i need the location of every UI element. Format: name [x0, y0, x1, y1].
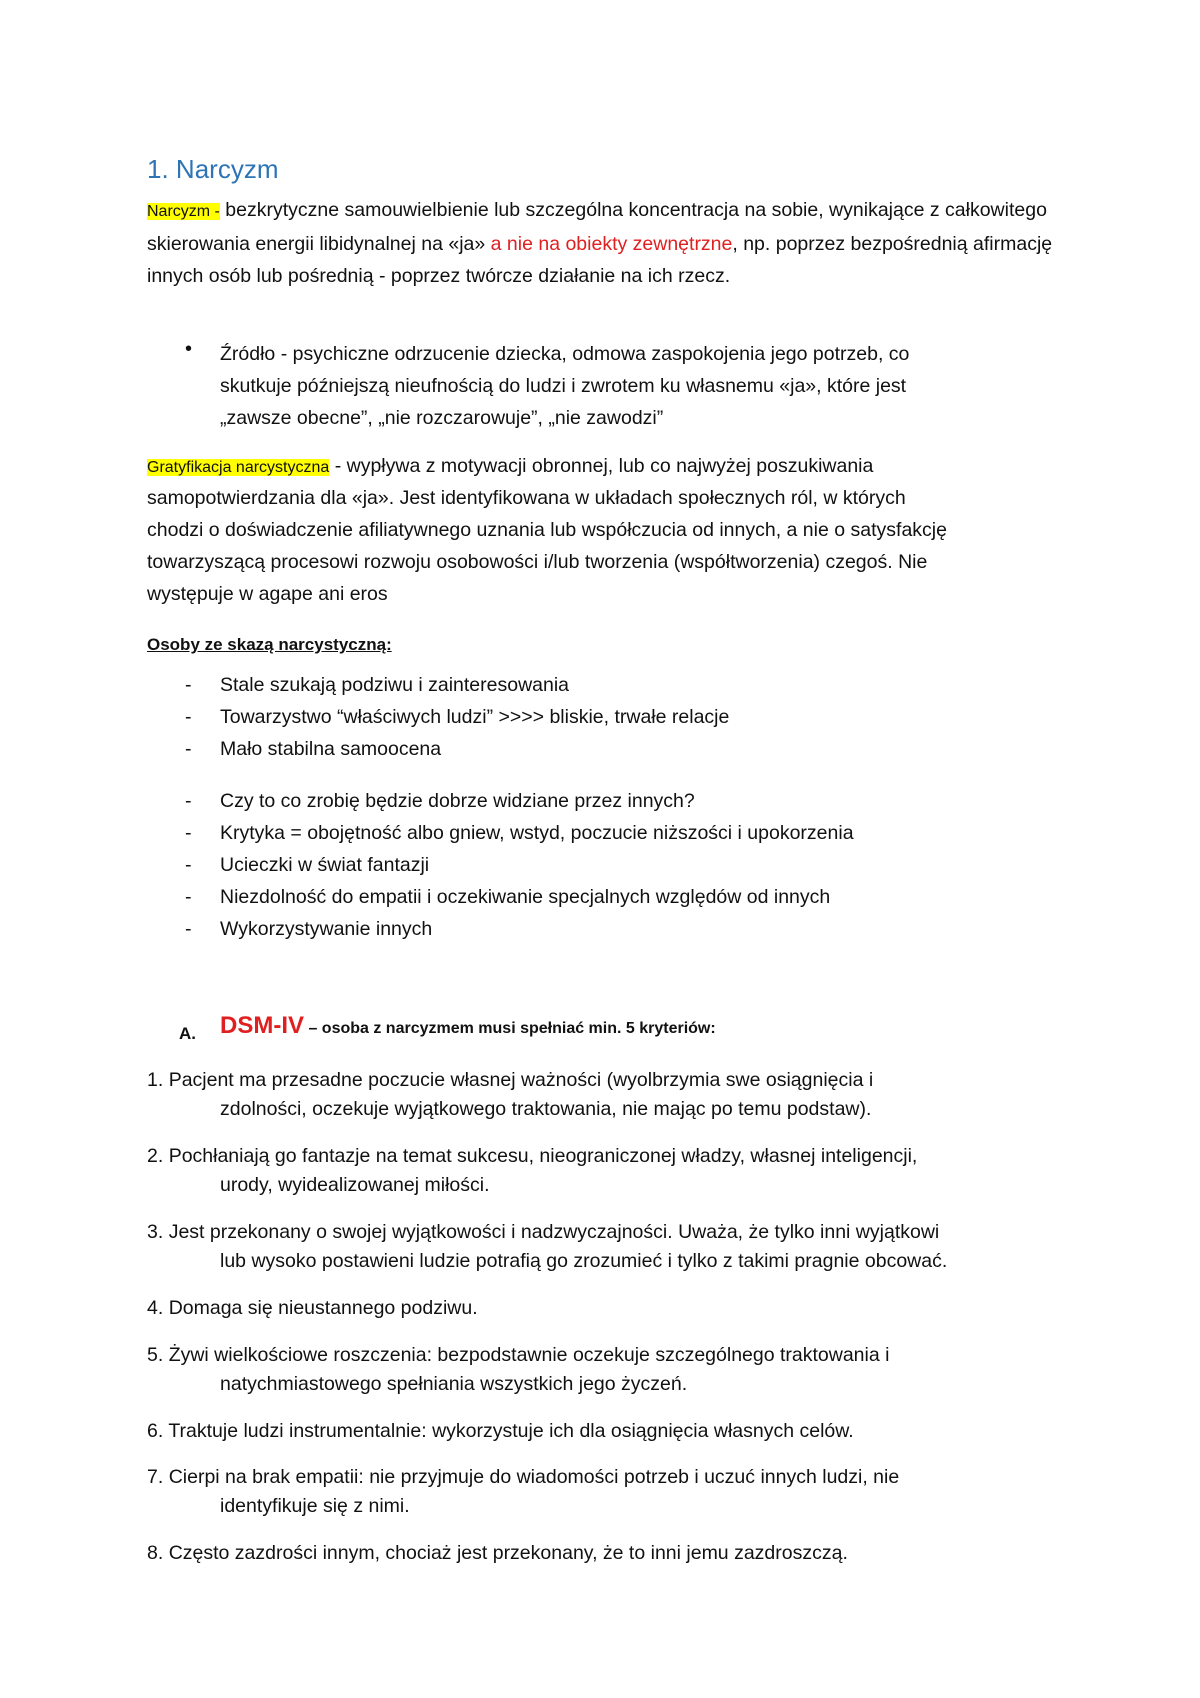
definition-text-b: , np. poprzez bezpośrednią afirmację innych osób lub pośrednią - poprzez twórcze działanie na ich rzecz. — [147, 233, 1053, 287]
gratification-line-4: towarzyszącą procesowi rozwoju osobowości i/lub tworzenia (współtworzenia) czegoś. Nie — [147, 551, 928, 573]
criterion-2: 2. Pochłaniają go fantazje na temat sukcesu, nieograniczonej władzy, własnej inteligencji, urody, wyidealizowanej miłości. — [147, 1145, 918, 1196]
definition-text-red: a nie na obiekty zewnętrzne — [490, 233, 733, 255]
criterion-4: 4. Domaga się nieustannego podziwu. — [147, 1297, 478, 1319]
dash-1: - — [185, 674, 192, 696]
criterion-5: 5. Żywi wielkościowe roszczenia: bezpodstawnie oczekuje szczególnego traktowania i natychmiastowego spełniania wszystkich jego życzeń. — [147, 1344, 890, 1395]
bullet-symbol: • — [185, 338, 193, 360]
criterion-3: 3. Jest przekonany o swojej wyjątkowości i nadzwyczajności. Uważa, że tylko inni wyjątkowi lub wysoko postawieni ludzie potrafią go zrozumieć i tylko z takimi pragnie obcować. — [147, 1221, 948, 1272]
dash-8: - — [185, 918, 192, 940]
trait-item: Wykorzystywanie innych — [220, 918, 433, 940]
definition-paragraph — [147, 194, 1059, 292]
trait-item: Towarzystwo “właściwych ludzi” >>>> bliskie, trwałe relacje — [220, 706, 730, 728]
criterion-7: 7. Cierpi na brak empatii: nie przyjmuje do wiadomości potrzeb i uczuć innych ludzi, nie identyfikuje się z nimi. — [147, 1466, 900, 1517]
heading-number: 1. — [147, 154, 169, 184]
source-line-2: skutkuje późniejszą nieufnością do ludzi i zwrotem ku własnemu «ja», które jest — [220, 375, 907, 397]
dash-4: - — [185, 790, 192, 812]
dash-6: - — [185, 854, 192, 876]
dsm-rest: – osoba z narcyzmem musi spełniać min. 5 kryteriów: — [304, 1020, 716, 1037]
trait-item: Stale szukają podziwu i zainteresowania — [220, 674, 570, 696]
gratification-term: Gratyfikacja narcystyczna — [147, 459, 330, 476]
gratification-line-1 — [147, 450, 873, 484]
trait-item: Czy to co zrobię będzie dobrze widziane przez innych? — [220, 790, 695, 812]
trait-item: Mało stabilna samoocena — [220, 738, 442, 760]
source-line-1: Źródło - psychiczne odrzucenie dziecka, odmowa zaspokojenia jego potrzeb, co — [220, 343, 910, 365]
traits-heading: Osoby ze skazą narcystyczną: — [147, 635, 392, 654]
dash-3: - — [185, 738, 192, 760]
criterion-1: 1. Pacjent ma przesadne poczucie własnej ważności (wyolbrzymia swe osiągnięcia i zdolności, oczekuje wyjątkowego traktowania, nie mając po temu podstaw). — [147, 1069, 874, 1120]
source-line-3: „zawsze obecne”, „nie rozczarowuje”, „nie zawodzi” — [220, 407, 664, 429]
criterion-6: 6. Traktuje ludzi instrumentalnie: wykorzystuje ich dla osiągnięcia własnych celów. — [147, 1420, 854, 1442]
criterion-8: 8. Często zazdrości innym, chociaż jest przekonany, że to inni jemu zazdroszczą. — [147, 1542, 848, 1564]
heading-title: Narcyzm — [175, 154, 279, 184]
definition-term: Narcyzm - — [147, 203, 220, 220]
dash-5: - — [185, 822, 192, 844]
trait-item: Krytyka = obojętność albo gniew, wstyd, poczucie niższości i upokorzenia — [220, 822, 854, 844]
dsm-name: DSM-IV — [220, 1012, 304, 1039]
trait-item: Ucieczki w świat fantazji — [220, 854, 430, 876]
gratification-line-2: samopotwierdzania dla «ja». Jest identyfikowana w układach społecznych ról, w których — [147, 487, 906, 509]
dsm-list-letter: A. — [179, 1024, 196, 1043]
trait-item: Niezdolność do empatii i oczekiwanie specjalnych względów od innych — [220, 886, 831, 908]
gratification-text-1: - wypływa z motywacji obronnej, lub co najwyżej poszukiwania — [329, 455, 874, 477]
dash-7: - — [185, 886, 192, 908]
gratification-line-3: chodzi o doświadczenie afiliatywnego uznania lub współczucia od innych, a nie o satysfakcję — [147, 519, 947, 541]
dsm-heading — [220, 1012, 716, 1040]
definition-text-a: bezkrytyczne samouwielbienie lub szczególna koncentracja na sobie, wynikające z całkowitego skierowania energii libidynalnej na «ja» — [147, 199, 1047, 255]
dash-2: - — [185, 706, 192, 728]
gratification-line-5: występuje w agape ani eros — [147, 583, 388, 605]
section-heading — [147, 154, 278, 185]
